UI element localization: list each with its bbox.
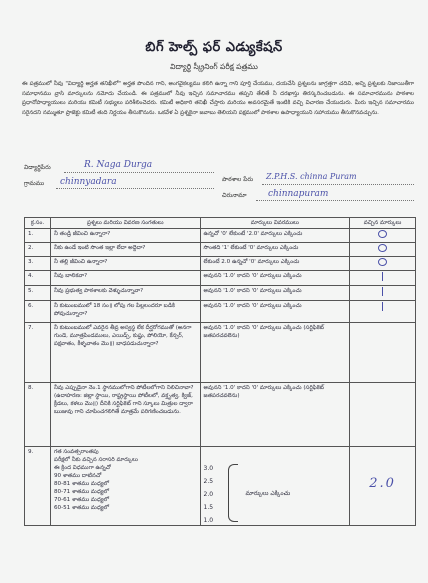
table-row: [25, 301, 416, 323]
student-name-line: [64, 172, 214, 173]
row-marks: అవునని '1.0' కాదని '0' మార్కులు ఎక్కించు: [200, 286, 350, 301]
row-marks: అవునని '1.0' కాదని '0' మార్కులు ఎక్కించు: [200, 271, 350, 286]
question-line: 80-81 శాతము మధ్యలో: [53, 481, 110, 487]
row-score[interactable]: [350, 286, 416, 301]
address-value[interactable]: chinnapuram: [268, 189, 329, 199]
instructions-paragraph: ఈ పత్రములో నీవు "విద్యార్థి అర్హత తనిఖీలో" అర్హత పొందిన గాని, అంగవైకల్యము కలిగి ఉన్నా గాని పూర్తి చేయము, దయచేసి ప్రశ్నలను జాగ్రత్తగా చదివి, అన్ని ప్రశ్నలకు నిజాయితీగా సమాధానము వ్రాసి మార్కులను నమోదు చేయండి. ఈ పత్రములో నీవు ఇచ్చిన సమాచారము తప్పని తేలితే నీ దరఖాస్తు తిరస్కరించబడును. ఈ సమాచారమును పాఠశాల ప్రధానోపాధ్యాయులు మరియు కమిటీ సభ్యులు పరిశీలించెదరు. కమిటీ అధికారి తనిఖీ చేస్తారు మరియు అవసరమైతే ఇంటికి వచ్చి విచారణ చేయుదురు. మీరు ఇచ్చిన సమాచారము సరైనదని నమ్ముతూ ప్రాజెక్టు కమిటీ తుది నిర్ణయం తీసుకొనును. ఒకవేళ ఏ ప్రశ్నకైనా జవాబు తెలియని పక్షములో పాఠశాల ఉపాధ్యాయుని సహాయము తీసుకొనవచ్చును.: [22, 81, 414, 116]
handwritten-one: [382, 287, 384, 296]
row-score[interactable]: [350, 243, 416, 257]
handwritten-zero: [378, 244, 387, 252]
row-score[interactable]: [350, 257, 416, 271]
row-marks: అవునని '1.0' కాదని '0' మార్కులు ఎక్కించు: [200, 301, 350, 323]
row-number: 9.: [25, 447, 51, 526]
handwritten-zero: [378, 230, 387, 238]
student-name-value[interactable]: R. Naga Durga: [84, 160, 153, 170]
village-line: [56, 188, 214, 189]
question-line: 70-61 శాతము మధ్యలో: [53, 497, 110, 503]
table-row: [25, 383, 416, 447]
row-number: 7.: [25, 323, 51, 383]
header-score: వచ్చిన మార్కులు: [350, 218, 416, 229]
form-title: బిగ్ హెల్ప్ ఫర్ ఎడ్యుకేషన్: [145, 40, 283, 55]
row-number: 6.: [25, 301, 51, 323]
row-score[interactable]: [350, 301, 416, 323]
questions-table: [24, 217, 416, 526]
table-header-row: [25, 218, 416, 229]
header-serial: క్ర.సం.: [25, 218, 51, 229]
table-row: [25, 271, 416, 286]
table-row: [25, 286, 416, 301]
row-score[interactable]: [350, 323, 416, 383]
row-number: 5.: [25, 286, 51, 301]
row-score[interactable]: [350, 383, 416, 447]
scale-value: 3.0: [203, 465, 214, 472]
curly-brace: [228, 464, 238, 522]
row-marks: అవునని '1.0' కాదని '0' మార్కులు ఎక్కించు (సర్టిఫికెట్ జతపరచవలెను): [200, 323, 350, 383]
school-name-line: [262, 184, 414, 185]
row-score[interactable]: [350, 447, 416, 526]
question-line: 60-51 శాతము మధ్యలో: [53, 505, 110, 511]
student-name-label: విద్యార్థిపేరు: [24, 164, 51, 171]
row-marks: అవునని '1.0' కాదని '0' మార్కులు ఎక్కించు (సర్టిఫికెట్ జతపరచవలెను): [200, 383, 350, 447]
row-question: [50, 447, 200, 526]
village-value[interactable]: chinnyadara: [60, 177, 117, 187]
question-line: గత సంవత్సరాంతపు: [53, 449, 99, 455]
row-marks: లేకుంటే 2.0 ఉన్నచో '0' మార్కులు ఎక్కించు: [200, 257, 350, 271]
school-name-value[interactable]: Z.P.H.S. chinna Puram: [266, 172, 357, 181]
row-number: 2.: [25, 243, 51, 257]
row-score[interactable]: [350, 229, 416, 243]
row-question: నీవు ఎప్పుడైనా నెం.1 స్థానములోగాని పోటీలలోగాని నిలిచినావా? (ఉదాహరణ: జిల్లా స్థాయి, రాష్ట్రస్థాయి పోటీలలో, వక్తృత్వ, క్విజ్, క్రీడలు, కళలు మొ॥) దీనికి సర్టిఫికెట్ గాని స్కూలు మిత్రుల ద్వారా ఋజువు గాని చూపించగలిగితే మాత్రమే పరిగణించబడును.: [50, 383, 200, 447]
question-line: ఈ క్రింద విధముగా ఉన్నచో: [53, 465, 111, 471]
row-question: నీ కుటుంబములో ఎవరైన తీవ్ర అస్వస్థ లేక దీర్ఘరోగముతో (అనగా గుండె, మూత్రపిండములు, ఎయిడ్స్, కుష్టు, పోలియో, కేన్సర్, పక్షవాతం, కీళ్ళవాతం మొ॥) బాధపడుచున్నారా?: [50, 323, 200, 383]
header-marks: మార్కులు వివరములు: [200, 218, 350, 229]
row-number: 8.: [25, 383, 51, 447]
header-question: ప్రశ్నలు మరియు వివరణ సంగతులు: [50, 218, 200, 229]
table-row: [25, 447, 416, 526]
table-row: [25, 243, 416, 257]
scale-value: 2.5: [203, 478, 214, 485]
handwritten-zero: [378, 258, 387, 266]
handwritten-score: 2.0: [369, 476, 396, 491]
village-label: గ్రామము: [24, 180, 45, 187]
row-marks: ఉన్నచో '0' లేకుంటే '2.0' మార్కులు ఎక్కించు: [200, 229, 350, 243]
row-score[interactable]: [350, 271, 416, 286]
marks-scale: [204, 448, 347, 524]
handwritten-one: [382, 272, 384, 281]
row-question: నీవు బాలికవా?: [50, 271, 200, 286]
form-subtitle: విద్యార్థి స్క్రీనింగ్ పరీక్ష పత్రము: [170, 62, 258, 71]
row-question: నీ కుటుంబములో 18 సం॥ లోపు గల పిల్లలందరూ బడికి పోవుచున్నారా?: [50, 301, 200, 323]
question-line: పరీక్షలో నీకు వచ్చిన సరాసరి మార్కులు: [53, 457, 138, 463]
question-line: 90 శాతము దాటినచో: [53, 473, 102, 479]
row-number: 1.: [25, 229, 51, 243]
handwritten-one: [382, 302, 384, 311]
table-row: [25, 257, 416, 271]
address-label: చిరునామా: [222, 192, 247, 199]
row-question: నీ తండ్రి జీవించి ఉన్నారా?: [50, 229, 200, 243]
row-number: 4.: [25, 271, 51, 286]
question-line: 80-71 శాతము మధ్యలో: [53, 489, 110, 495]
scale-value: 1.0: [203, 517, 214, 524]
marks-instruction: మార్కులు ఎక్కించు: [245, 490, 291, 497]
table-row: [25, 229, 416, 243]
row-number: 3.: [25, 257, 51, 271]
row-marks: సొంతది '1' లేకుంటే '0' మార్కులు ఎక్కించు: [200, 243, 350, 257]
row-question: నీ తల్లి జీవించి ఉన్నారా?: [50, 257, 200, 271]
row-question: నీవు ప్రభుత్వ పాఠశాలకు వెళ్ళుచున్నావా?: [50, 286, 200, 301]
scale-values: [204, 462, 214, 527]
row-marks: [200, 447, 350, 526]
table-row: [25, 323, 416, 383]
row-question: నీకు ఉండే ఇంటి సొంత ఇల్లా లేదా అద్దెదా?: [50, 243, 200, 257]
scale-value: 2.0: [203, 491, 214, 498]
address-line: [256, 200, 414, 201]
scale-value: 1.5: [203, 504, 214, 511]
school-name-label: పాఠశాల పేరు: [222, 176, 254, 183]
